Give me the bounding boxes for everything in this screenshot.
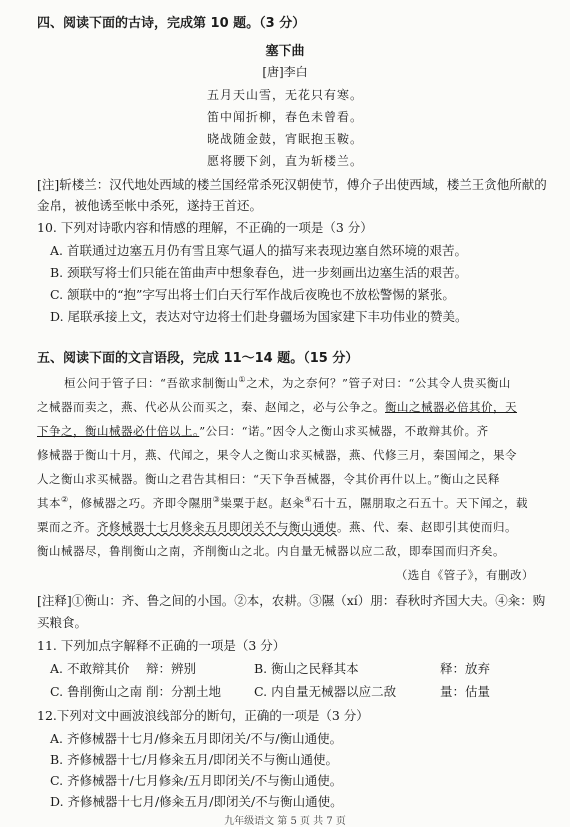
q10-option-c: C. 颔联中的“抱”字写出将士们白天行军作战后夜晚也不放松警惕的紧张。: [50, 287, 455, 302]
underlined-sentence-part-1: 衡山之械器必倍其价，天: [385, 400, 517, 414]
section5-heading: 五、阅读下面的文言语段，完成 11～14 题。（15 分）: [37, 351, 359, 366]
q10-option-a: A. 首联通过边塞五月仍有雪且寒气逼人的描写来表现边塞自然环境的艰苦。: [50, 243, 467, 258]
poem-line-2: 笛中闻折柳，春色未曾看。: [206, 110, 363, 124]
passage-source: （选自《管子》，有删改）: [395, 568, 534, 582]
q10-option-d: D. 尾联承接上文，表达对守边将士们赴身疆场为国家建下丰功伟业的赞美。: [50, 309, 468, 324]
passage-note-line-1: [注释]①衡山：齐、鲁之间的小国。②本，农耕。③隰（xí）朋：春秋时齐国大夫。④籴：购: [37, 593, 546, 608]
passage-line-1: 桓公问于管子曰：“吾欲求制衡山①之术，为之奈何？”管子对曰：“公其令人贵买衡山: [64, 375, 511, 390]
passage-line-4: 修械器于衡山十月，燕、代闻之，果令人之衡山求买械器，燕、代修三月，秦国闻之，果令: [37, 448, 517, 462]
underlined-sentence-part-2: 下争之，衡山械器必什倍以上。: [37, 424, 200, 438]
passage-line-2: 之械器而卖之，燕、代必从公而买之，秦、赵闻之，必与公争之。衡山之械器必倍其价，天: [37, 400, 517, 414]
poem-line-4: 愿将腰下剑，直为斩楼兰。: [206, 154, 363, 168]
q11-options-row-2: C. 鲁削衡山之南 削：分割土地 C. 内自量无械器以应二敌 量：估量: [50, 684, 491, 699]
poem-title: 塞下曲: [265, 44, 305, 59]
passage-line-6: 其本②，修械器之巧。齐即令隰朋③粜粟于赵。赵籴④石十五，隰朋取之石五十。天下闻之，载: [37, 495, 529, 510]
poem-note-line-1: [注]斩楼兰：汉代地处西域的楼兰国经常杀死汉朝使节，傅介子出使西域，楼兰王贪他所献的: [37, 177, 547, 192]
passage-line-7: 粟而之齐。齐修械器十七月修籴五月即闭关不与衡山通使。燕、代、秦、赵即引其使而归。: [37, 520, 517, 534]
passage-line-5: 人之衡山求买械器。衡山之君告其相曰：“天下争吾械器，令其价再什以上。”衡山之民释: [37, 472, 501, 486]
poem-line-1: 五月天山雪，无花只有寒。: [206, 88, 363, 102]
passage-line-8: 衡山械器尽，鲁削衡山之南，齐削衡山之北。内自量无械器以应二敌，即奉国而归齐矣。: [37, 544, 505, 558]
question-11: 11. 下列加点字解释不正确的一项是（3 分）: [37, 638, 286, 653]
question-10: 10. 下列对诗歌内容和情感的理解，不正确的一项是（3 分）: [37, 220, 373, 235]
question-12: 12.下列对文中画波浪线部分的断句，正确的一项是（3 分）: [37, 708, 369, 723]
section4-heading: 四、阅读下面的古诗，完成第 10 题。（3 分）: [37, 16, 306, 31]
q12-option-d: D. 齐修械器十七月/修籴五月/即闭关/不与衡山通使。: [50, 794, 343, 809]
page-footer: 九年级语文 第 5 页 共 7 页: [224, 816, 346, 827]
poem-note-line-2: 金帛，被他诱至帐中杀死，遂持王首还。: [37, 198, 263, 213]
q12-option-b: B. 齐修械器十七/月修籴五月/即闭关不与衡山通使。: [50, 752, 339, 767]
poem-author: [唐]李白: [262, 65, 308, 79]
q12-option-a: A. 齐修械器十七月/修籴五月即闭关/不与/衡山通使。: [50, 731, 343, 746]
q11-options-row-1: A. 不敢辩其价 辩：辨别 B. 衡山之民释其本 释：放弃: [50, 661, 491, 676]
q12-option-c: C. 齐修械器十/七月修籴/五月即闭关/不与衡山通使。: [50, 773, 343, 788]
passage-line-3: 下争之，衡山械器必什倍以上。”公曰：“诺。”因令人之衡山求买械器，不敢辩其价。齐: [37, 424, 489, 438]
q10-option-b: B. 颈联写将士们只能在笛曲声中想象春色，进一步刻画出边塞生活的艰苦。: [50, 265, 468, 280]
poem-line-3: 晓战随金鼓，宵眠抱玉鞍。: [206, 132, 363, 146]
passage-note-line-2: 买粮食。: [37, 615, 88, 630]
wavy-underlined-sentence: 齐修械器十七月修籴五月即闭关不与衡山通使: [97, 520, 337, 534]
